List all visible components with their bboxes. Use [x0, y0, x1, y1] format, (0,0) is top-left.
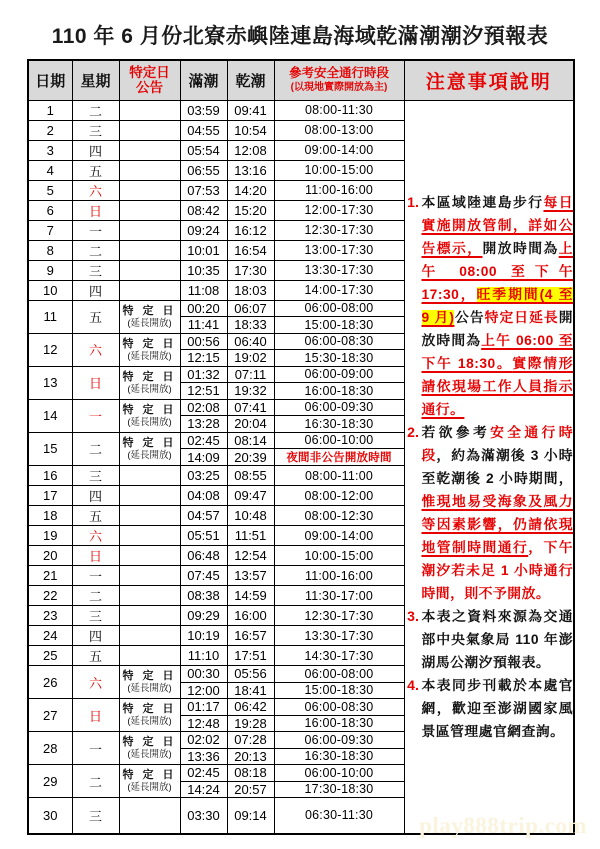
high-tide-cell: 14:24 [180, 781, 227, 798]
weekday-cell: 六 [72, 333, 119, 366]
passage-cell: 16:30-18:30 [274, 748, 404, 765]
weekday-cell: 四 [72, 486, 119, 506]
date-cell: 1 [28, 100, 72, 120]
passage-cell: 12:30-17:30 [274, 220, 404, 240]
passage-cell: 06:00-09:30 [274, 732, 404, 749]
low-tide-cell: 06:40 [227, 333, 274, 350]
low-tide-cell: 14:59 [227, 586, 274, 606]
low-tide-cell: 20:39 [227, 449, 274, 466]
passage-cell: 15:30-18:30 [274, 350, 404, 367]
note-item [405, 605, 574, 674]
passage-cell: 15:00-18:30 [274, 317, 404, 334]
weekday-cell: 五 [72, 160, 119, 180]
date-cell: 2 [28, 120, 72, 140]
weekday-cell: 三 [72, 606, 119, 626]
date-cell: 3 [28, 140, 72, 160]
passage-cell: 11:00-16:00 [274, 180, 404, 200]
high-tide-cell: 04:55 [180, 120, 227, 140]
passage-cell: 14:00-17:30 [274, 280, 404, 300]
low-tide-cell: 16:54 [227, 240, 274, 260]
low-tide-cell: 17:51 [227, 646, 274, 666]
low-tide-cell: 05:56 [227, 666, 274, 683]
date-cell: 19 [28, 526, 72, 546]
high-tide-cell: 12:51 [180, 383, 227, 400]
passage-cell: 12:30-17:30 [274, 606, 404, 626]
page-title: 110 年 6 月份北寮赤嶼陸連島海域乾滿潮潮汐預報表 [51, 25, 549, 48]
note-item [405, 421, 574, 605]
special-day-sublabel: (延長開放) [127, 350, 172, 362]
special-day-cell [119, 432, 180, 466]
note-segment: 每日實施開放管制，詳如公告標示， [421, 194, 574, 256]
tide-table-body [28, 100, 574, 834]
tide-table [27, 59, 575, 835]
high-tide-cell: 12:00 [180, 682, 227, 699]
date-cell: 14 [28, 399, 72, 432]
special-day-label: 特 定 日 [122, 670, 177, 683]
passage-cell: 06:00-10:00 [274, 432, 404, 449]
table-row [28, 100, 574, 120]
passage-cell: 08:00-11:00 [274, 466, 404, 486]
passage-cell: 16:00-18:30 [274, 383, 404, 400]
high-tide-cell: 11:08 [180, 280, 227, 300]
note-segment: 上午 08:00 至下午 17:30， [421, 240, 574, 302]
passage-cell: 16:00-18:30 [274, 715, 404, 732]
special-day-cell [119, 666, 180, 699]
special-day-cell [119, 646, 180, 666]
special-day-label: 特 定 日 [122, 403, 177, 416]
passage-cell: 08:00-12:00 [274, 486, 404, 506]
high-tide-cell: 10:01 [180, 240, 227, 260]
weekday-cell: 日 [72, 200, 119, 220]
weekday-cell: 五 [72, 506, 119, 526]
note-segment: 公告 [454, 309, 485, 325]
header-high-tide: 滿潮 [180, 60, 227, 100]
note-number: 3. [407, 607, 419, 624]
low-tide-cell: 16:12 [227, 220, 274, 240]
high-tide-cell: 06:55 [180, 160, 227, 180]
passage-cell: 06:00-10:00 [274, 765, 404, 782]
date-cell: 8 [28, 240, 72, 260]
high-tide-cell: 12:15 [180, 350, 227, 367]
high-tide-cell: 13:36 [180, 748, 227, 765]
passage-cell: 06:00-09:00 [274, 366, 404, 383]
note-item [405, 191, 574, 421]
passage-cell: 06:00-08:30 [274, 333, 404, 350]
passage-cell: 16:30-18:30 [274, 416, 404, 433]
header-special-day [119, 60, 180, 100]
note-segment: 上午 06:00 至下午 18:30。 [421, 332, 573, 371]
passage-cell: 15:00-18:30 [274, 682, 404, 699]
high-tide-cell: 01:32 [180, 366, 227, 383]
high-tide-cell: 09:29 [180, 606, 227, 626]
passage-cell: 13:30-17:30 [274, 260, 404, 280]
weekday-cell: 一 [72, 732, 119, 765]
special-day-cell [119, 586, 180, 606]
low-tide-cell: 10:54 [227, 120, 274, 140]
low-tide-cell: 10:48 [227, 506, 274, 526]
date-cell: 28 [28, 732, 72, 765]
low-tide-cell: 11:51 [227, 526, 274, 546]
weekday-cell: 一 [72, 399, 119, 432]
header-low-tide: 乾潮 [227, 60, 274, 100]
special-day-cell [119, 260, 180, 280]
high-tide-cell: 09:24 [180, 220, 227, 240]
high-tide-cell: 11:41 [180, 317, 227, 334]
special-day-cell [119, 798, 180, 834]
weekday-cell: 日 [72, 699, 119, 732]
note-segment: 安全通行時段 [421, 424, 574, 463]
special-day-cell [119, 486, 180, 506]
weekday-cell: 二 [72, 586, 119, 606]
note-item [405, 674, 574, 743]
high-tide-cell: 01:17 [180, 699, 227, 716]
special-day-sublabel: (延長開放) [127, 716, 172, 728]
header-special-day-line2: 公告 [136, 80, 163, 96]
date-cell: 18 [28, 506, 72, 526]
date-cell: 5 [28, 180, 72, 200]
weekday-cell: 六 [72, 526, 119, 546]
high-tide-cell: 12:48 [180, 715, 227, 732]
low-tide-cell: 20:57 [227, 781, 274, 798]
low-tide-cell: 17:30 [227, 260, 274, 280]
high-tide-cell: 06:48 [180, 546, 227, 566]
special-day-cell [119, 626, 180, 646]
special-day-sublabel: (延長開放) [127, 383, 172, 395]
special-day-cell [119, 300, 180, 333]
special-day-sublabel: (延長開放) [127, 317, 172, 329]
note-segment: 開放時間為 [482, 240, 559, 256]
special-day-sublabel: (延長開放) [127, 749, 172, 761]
date-cell: 11 [28, 300, 72, 333]
note-segment: 惟現地易受海象及風力等因素影響，仍請依現地管制時間通行 [421, 493, 573, 555]
header-passage-line1: 參考安全通行時段 [288, 66, 389, 81]
weekday-cell: 四 [72, 626, 119, 646]
special-day-cell [119, 220, 180, 240]
passage-cell: 06:00-08:00 [274, 300, 404, 317]
special-day-cell [119, 333, 180, 366]
low-tide-cell: 14:20 [227, 180, 274, 200]
special-day-label: 特 定 日 [122, 703, 177, 716]
special-day-label: 特 定 日 [122, 736, 177, 749]
header-special-day-line1: 特定日 [129, 64, 170, 80]
weekday-cell: 五 [72, 300, 119, 333]
low-tide-cell: 19:28 [227, 715, 274, 732]
date-cell: 7 [28, 220, 72, 240]
header-weekday: 星期 [72, 60, 119, 100]
weekday-cell: 二 [72, 240, 119, 260]
note-segment: 開放時間為 [421, 309, 574, 348]
high-tide-cell: 14:09 [180, 449, 227, 466]
special-day-cell [119, 506, 180, 526]
high-tide-cell: 08:42 [180, 200, 227, 220]
passage-cell: 10:00-15:00 [274, 546, 404, 566]
high-tide-cell: 04:57 [180, 506, 227, 526]
passage-cell: 10:00-15:00 [274, 160, 404, 180]
date-cell: 27 [28, 699, 72, 732]
date-cell: 26 [28, 666, 72, 699]
note-segment: 若欲參考 [421, 424, 491, 440]
high-tide-cell: 00:56 [180, 333, 227, 350]
special-day-cell [119, 180, 180, 200]
high-tide-cell: 04:08 [180, 486, 227, 506]
notes-cell [404, 100, 574, 834]
passage-cell: 06:00-09:30 [274, 399, 404, 416]
low-tide-cell: 06:42 [227, 699, 274, 716]
special-day-cell [119, 606, 180, 626]
low-tide-cell: 13:16 [227, 160, 274, 180]
high-tide-cell: 02:02 [180, 732, 227, 749]
passage-cell: 06:30-11:30 [274, 798, 404, 834]
low-tide-cell: 09:47 [227, 486, 274, 506]
high-tide-cell: 03:30 [180, 798, 227, 834]
weekday-cell: 六 [72, 666, 119, 699]
high-tide-cell: 11:10 [180, 646, 227, 666]
passage-cell: 12:00-17:30 [274, 200, 404, 220]
high-tide-cell: 02:08 [180, 399, 227, 416]
high-tide-cell: 00:30 [180, 666, 227, 683]
weekday-cell: 六 [72, 180, 119, 200]
date-cell: 30 [28, 798, 72, 834]
note-segment: 本表之資料來源為交通部中央氣象局 110 年澎湖馬公潮汐預報表。 [421, 608, 573, 670]
low-tide-cell: 19:02 [227, 350, 274, 367]
special-day-label: 特 定 日 [122, 337, 177, 350]
high-tide-cell: 03:25 [180, 466, 227, 486]
header-passage-time [274, 60, 404, 100]
note-segment: 旺季期間(4 至 9 月) [421, 286, 573, 325]
passage-cell: 08:00-12:30 [274, 506, 404, 526]
passage-cell: 08:00-13:00 [274, 120, 404, 140]
weekday-cell: 四 [72, 280, 119, 300]
low-tide-cell: 08:14 [227, 432, 274, 449]
low-tide-cell: 12:54 [227, 546, 274, 566]
special-day-cell [119, 140, 180, 160]
low-tide-cell: 19:32 [227, 383, 274, 400]
weekday-cell: 三 [72, 260, 119, 280]
low-tide-cell: 18:33 [227, 317, 274, 334]
special-day-cell [119, 399, 180, 432]
high-tide-cell: 03:59 [180, 100, 227, 120]
passage-cell: 13:00-17:30 [274, 240, 404, 260]
note-segment: 本表同步刊載於本處官網，歡迎至澎湖國家風景區管理處官網查詢。 [421, 677, 573, 739]
high-tide-cell: 05:54 [180, 140, 227, 160]
special-day-cell [119, 765, 180, 798]
high-tide-cell: 10:35 [180, 260, 227, 280]
special-day-cell [119, 280, 180, 300]
special-day-cell [119, 546, 180, 566]
special-day-label: 特 定 日 [122, 304, 177, 317]
weekday-cell: 日 [72, 366, 119, 399]
low-tide-cell: 09:41 [227, 100, 274, 120]
header-date: 日期 [28, 60, 72, 100]
date-cell: 20 [28, 546, 72, 566]
date-cell: 6 [28, 200, 72, 220]
special-day-cell [119, 100, 180, 120]
special-day-sublabel: (延長開放) [127, 450, 172, 462]
high-tide-cell: 13:28 [180, 416, 227, 433]
date-cell: 29 [28, 765, 72, 798]
high-tide-cell: 08:38 [180, 586, 227, 606]
passage-cell: 夜間非公告開放時間 [274, 449, 404, 466]
high-tide-cell: 02:45 [180, 765, 227, 782]
note-text [422, 605, 574, 674]
weekday-cell: 二 [72, 765, 119, 798]
special-day-cell [119, 526, 180, 546]
high-tide-cell: 05:51 [180, 526, 227, 546]
special-day-cell [119, 200, 180, 220]
special-day-cell [119, 732, 180, 765]
low-tide-cell: 07:11 [227, 366, 274, 383]
low-tide-cell: 12:08 [227, 140, 274, 160]
special-day-sublabel: (延長開放) [127, 416, 172, 428]
special-day-cell [119, 120, 180, 140]
date-cell: 23 [28, 606, 72, 626]
passage-cell: 11:30-17:00 [274, 586, 404, 606]
weekday-cell: 四 [72, 140, 119, 160]
passage-cell: 09:00-14:00 [274, 140, 404, 160]
note-text [422, 421, 574, 605]
watermark: play888trip.com [419, 813, 587, 838]
passage-cell: 09:00-14:00 [274, 526, 404, 546]
date-cell: 15 [28, 432, 72, 466]
header-notes: 注意事項說明 [404, 60, 574, 100]
special-day-label: 特 定 日 [122, 370, 177, 383]
note-segment: ，下午潮汐若未足 1 小時通行時間，則不予開放。 [421, 539, 574, 601]
low-tide-cell: 16:57 [227, 626, 274, 646]
date-cell: 13 [28, 366, 72, 399]
weekday-cell: 二 [72, 100, 119, 120]
passage-cell: 06:00-08:30 [274, 699, 404, 716]
weekday-cell: 五 [72, 646, 119, 666]
low-tide-cell: 07:41 [227, 399, 274, 416]
special-day-cell [119, 366, 180, 399]
weekday-cell: 日 [72, 546, 119, 566]
note-segment: ，約為滿潮後 3 小時至乾潮後 2 小時期間， [421, 447, 574, 486]
passage-cell: 17:30-18:30 [274, 781, 404, 798]
high-tide-cell: 07:53 [180, 180, 227, 200]
date-cell: 16 [28, 466, 72, 486]
low-tide-cell: 15:20 [227, 200, 274, 220]
note-number: 4. [407, 676, 419, 693]
low-tide-cell: 20:13 [227, 748, 274, 765]
date-cell: 4 [28, 160, 72, 180]
note-number: 1. [407, 193, 419, 210]
special-day-cell [119, 240, 180, 260]
special-day-label: 特 定 日 [122, 769, 177, 782]
date-cell: 10 [28, 280, 72, 300]
special-day-cell [119, 466, 180, 486]
high-tide-cell: 07:45 [180, 566, 227, 586]
high-tide-cell: 10:19 [180, 626, 227, 646]
high-tide-cell: 00:20 [180, 300, 227, 317]
date-cell: 12 [28, 333, 72, 366]
special-day-cell [119, 160, 180, 180]
date-cell: 9 [28, 260, 72, 280]
note-text [422, 191, 574, 421]
low-tide-cell: 13:57 [227, 566, 274, 586]
note-segment: 實際情形請依現場工作人員指示通行。 [421, 355, 574, 417]
low-tide-cell: 08:18 [227, 765, 274, 782]
low-tide-cell: 09:14 [227, 798, 274, 834]
date-cell: 22 [28, 586, 72, 606]
low-tide-cell: 20:04 [227, 416, 274, 433]
note-number: 2. [407, 423, 419, 440]
weekday-cell: 一 [72, 220, 119, 240]
passage-cell: 06:00-08:00 [274, 666, 404, 683]
passage-cell: 14:30-17:30 [274, 646, 404, 666]
header-passage-line2: (以現地實際開放為主) [290, 82, 388, 94]
note-segment: 特定日延長 [484, 309, 559, 325]
date-cell: 21 [28, 566, 72, 586]
weekday-cell: 二 [72, 432, 119, 466]
special-day-sublabel: (延長開放) [127, 782, 172, 794]
low-tide-cell: 18:41 [227, 682, 274, 699]
low-tide-cell: 06:07 [227, 300, 274, 317]
low-tide-cell: 07:28 [227, 732, 274, 749]
note-text [422, 674, 574, 743]
weekday-cell: 三 [72, 466, 119, 486]
special-day-label: 特 定 日 [122, 436, 177, 449]
passage-cell: 08:00-11:30 [274, 100, 404, 120]
date-cell: 25 [28, 646, 72, 666]
special-day-cell [119, 566, 180, 586]
passage-cell: 11:00-16:00 [274, 566, 404, 586]
special-day-sublabel: (延長開放) [127, 683, 172, 695]
passage-cell: 13:30-17:30 [274, 626, 404, 646]
weekday-cell: 三 [72, 120, 119, 140]
note-segment: 本區域陸連島步行 [421, 194, 544, 210]
date-cell: 17 [28, 486, 72, 506]
low-tide-cell: 16:00 [227, 606, 274, 626]
low-tide-cell: 08:55 [227, 466, 274, 486]
table-header-row [28, 60, 574, 100]
weekday-cell: 三 [72, 798, 119, 834]
high-tide-cell: 02:45 [180, 432, 227, 449]
low-tide-cell: 18:03 [227, 280, 274, 300]
date-cell: 24 [28, 626, 72, 646]
special-day-cell [119, 699, 180, 732]
weekday-cell: 一 [72, 566, 119, 586]
